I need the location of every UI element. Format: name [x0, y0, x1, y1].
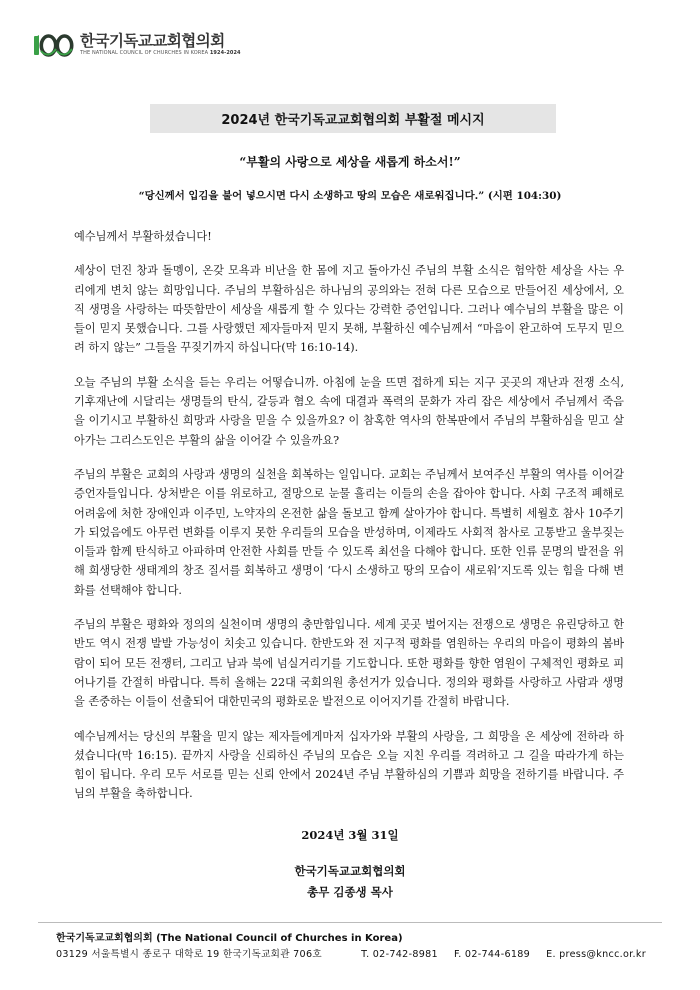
paragraph: 주님의 부활은 평화와 정의의 실천이며 생명의 충만함입니다. 세계 곳곳 벌어지는 전쟁으로 생명은 유린당하고 한반도 역시 전쟁 발발 가능성이 치솟고 있습니다. 한반도와 전 지구적 평화를 염원하는 우리의 마음이 평화의 봄바람이 되어 모든 전쟁터, 그리고 남과 북에 넘실거리기를 기도합니다. 또한 평화를 향한 염원이 구체적인 평화로 피어나기를 간절히 바랍니다. 특히 올해는 22대 국회의원 총선거가 있습니다. 정의와 평화를 사랑하고 사람과 생명을 존중하는 이들이 선출되어 대한민국의 평화로운 발전으로 이어지기를 간절히 바랍니다. — [74, 618, 624, 709]
paragraph: 예수님께서는 당신의 부활을 믿지 않는 제자들에게마저 십자가와 부활의 사랑을, 그 희망을 온 세상에 전하라 하셨습니다(막 16:15). 끝까지 사랑을 신뢰하신 주님의 모습은 오늘 지친 우리를 격려하고 그 길을 따라가게 하는 힘이 됩니다. 우리 모두 서로를 믿는 신뢰 안에서 2024년 주님 부활하심의 기쁨과 희망을 전하기를 바랍니다. 주님의 부활을 축하합니다. — [74, 729, 624, 801]
signing-organization: 한국기독교교회협의회 — [294, 864, 406, 878]
document-title: 2024년 한국기독교교회협의회 부활절 메시지 — [221, 113, 485, 128]
footer-divider — [38, 922, 662, 923]
logo-100-mark — [34, 32, 74, 58]
footer-email: E. press@kncc.or.kr — [546, 949, 646, 960]
scripture-verse: “당신께서 입김을 불어 넣으시면 다시 소생하고 땅의 모습은 새로워집니다.” (시편 104:30) — [138, 190, 562, 202]
paragraph-greeting: 예수님께서 부활하셨습니다! — [74, 230, 212, 243]
paragraph: 주님의 부활은 교회의 사랑과 생명의 실천을 회복하는 일입니다. 교회는 주님께서 보여주신 부활의 역사를 이어갈 증언자들입니다. 상처받은 이를 위로하고, 절망으로 눈물 흘리는 이들의 손을 잡아야 합니다. 사회 구조적 폐해로 어려움에 처한 장애인과 이주민, 노약자의 온전한 삶을 돌보고 함께 살아가야 합니다. 특별히 세월호 참사 10주기가 되었음에도 아무런 변화를 이루지 못한 우리들의 모습을 반성하며, 이제라도 사회적 참사로 고통받고 울부짖는 이들과 함께 탄식하고 아파하며 안전한 사회를 만들 수 있도록 최선을 다해야 합니다. 또한 인류 문명의 발전을 위해 희생당한 생태계의 창조 질서를 회복하고 생명이 ‘다시 소생하고 땅의 모습이 새로워’지도록 있는 힘을 다해 변화를 선택해야 합니다. — [74, 467, 624, 597]
footer-fax: F. 02-744-6189 — [453, 949, 531, 960]
paragraph: 오늘 주님의 부활 소식을 듣는 우리는 어떻습니까. 아침에 눈을 뜨면 접하게 되는 지구 곳곳의 재난과 전쟁 소식, 기후재난에 시달리는 생명들의 탄식, 갈등과 혐오 속에 대결과 폭력의 문화가 자리 잡은 세상에서 주님께서 죽음을 이기시고 부활하신 희망과 사랑을 믿을 수 있을까요? 이 참혹한 역사의 한복판에서 주님의 부활하심을 믿고 살아가는 그리스도인은 부활의 삶을 이어갈 수 있을까요? — [74, 375, 624, 447]
message-body — [74, 227, 624, 819]
footer-address: 03129 서울특별시 종로구 대학로 19 한국기독교회관 706호 — [56, 949, 322, 960]
kncc-logo — [34, 32, 241, 58]
logo-subtitle — [80, 51, 241, 56]
footer-contact — [56, 946, 646, 960]
logo-years: 1924-2024 — [209, 50, 241, 57]
footer-org-name: 한국기독교교회협의회 (The National Council of Churches in Korea) — [56, 933, 403, 944]
logo-sub-en: THE NATIONAL COUNCIL OF CHURCHES IN KOREA — [80, 50, 209, 57]
logo-name: 한국기독교교회협의회 — [80, 31, 225, 50]
signatory: 총무 김종생 목사 — [307, 885, 393, 899]
footer-phone: T. 02-742-8981 — [361, 949, 438, 960]
document-date: 2024년 3월 31일 — [301, 828, 399, 842]
document-subtitle: “부활의 사랑으로 세상을 새롭게 하소서!” — [239, 155, 461, 169]
paragraph: 세상이 던진 창과 돌멩이, 온갖 모욕과 비난을 한 몸에 지고 돌아가신 주님의 부활 소식은 험악한 세상을 사는 우리에게 변치 않는 희망입니다. 주님의 부활하심은 하나님의 공의와는 전혀 다른 모습으로 만들어진 세상에서, 오직 생명을 사랑하는 따뜻함만이 세상을 새롭게 할 수 있다는 강력한 증언입니다. 그러나 예수님의 부활을 많은 이들이 믿지 못했습니다. 그를 사랑했던 제자들마저 믿지 못해, 부활하신 예수님께서 “마음이 완고하여 도무지 믿으려 하지 않는” 그들을 꾸짖기까지 하십니다(막 16:10-14). — [74, 264, 624, 355]
title-box — [150, 104, 556, 133]
